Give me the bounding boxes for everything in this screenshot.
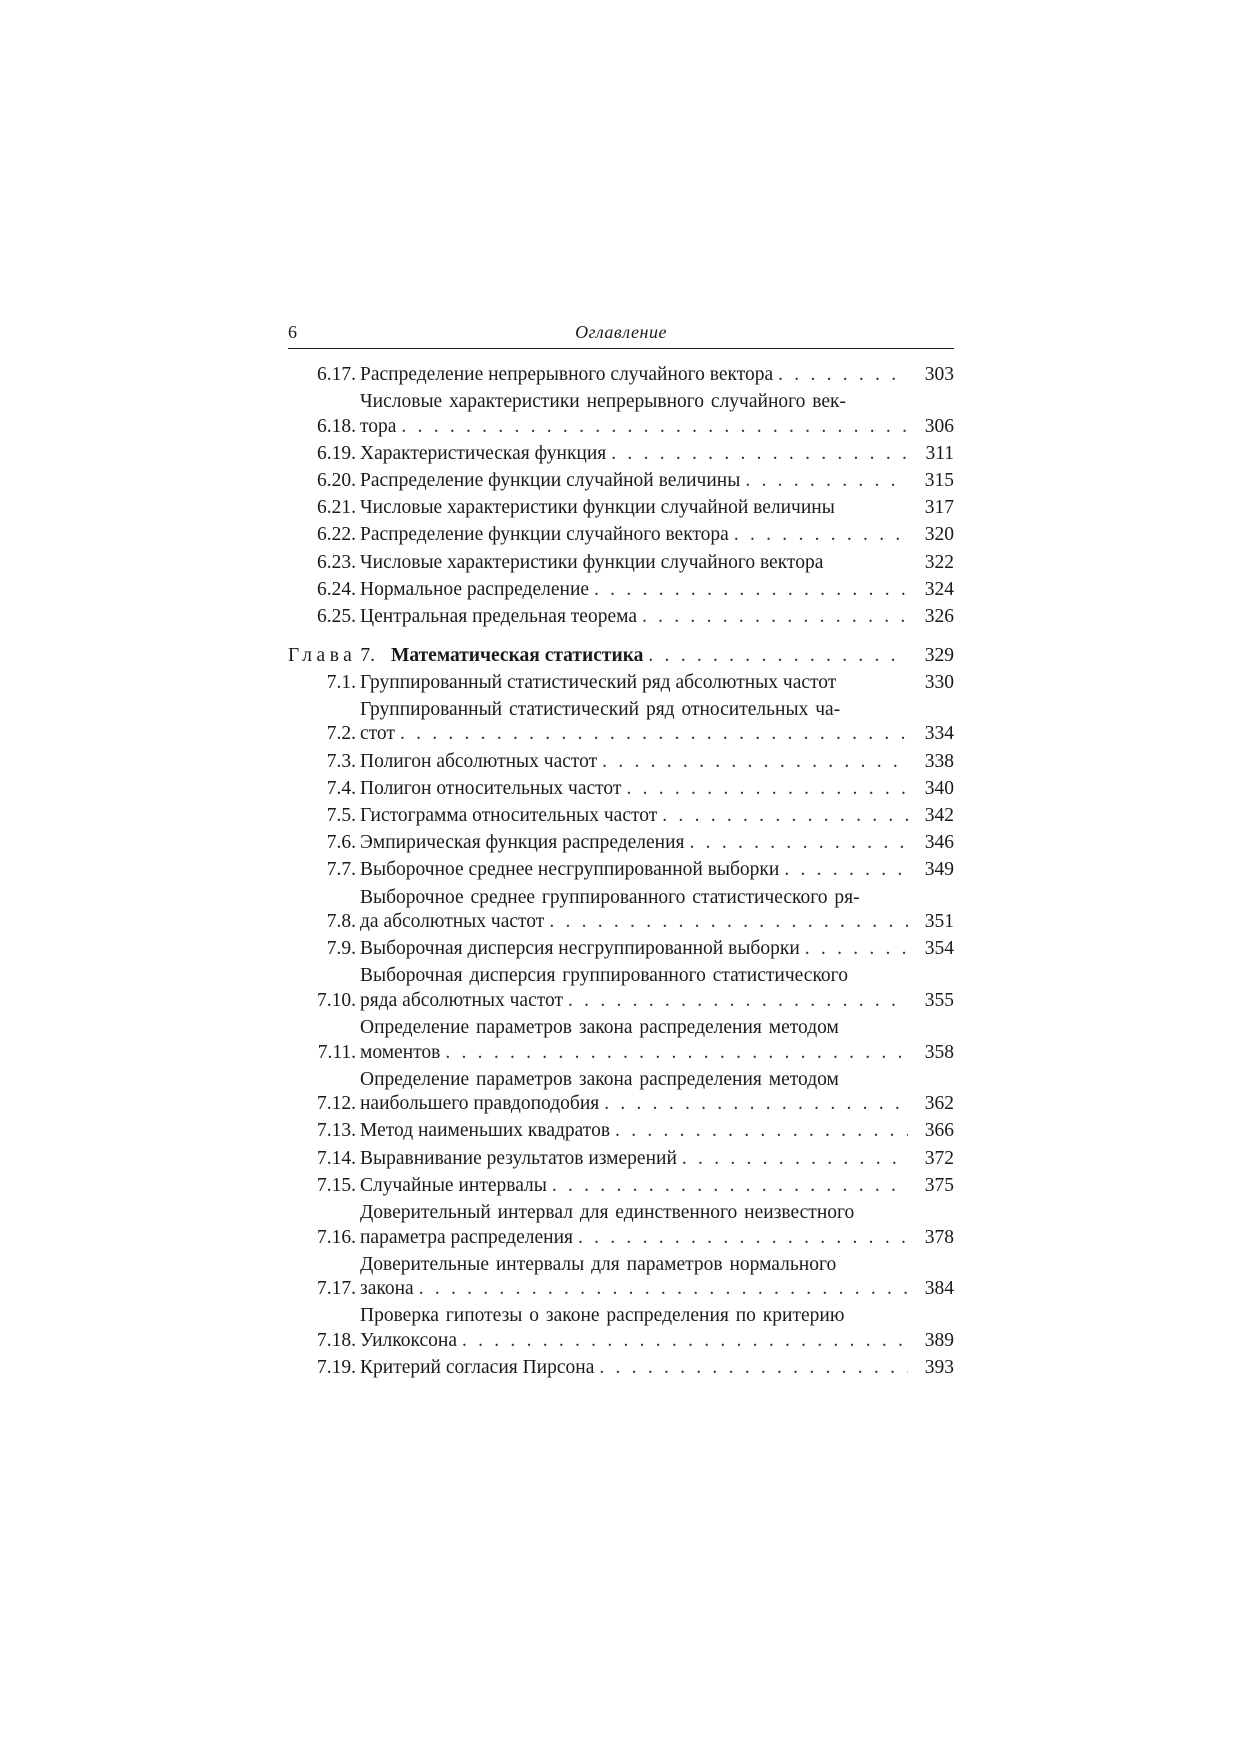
toc-entry[interactable] [288, 804, 954, 829]
toc-entry[interactable] [288, 1253, 954, 1302]
toc-entry[interactable] [288, 442, 954, 467]
toc-entry[interactable] [288, 363, 954, 388]
entry-title-line-2: стот [360, 723, 395, 745]
dot-leader [773, 363, 908, 388]
entry-page-number: 378 [924, 1226, 954, 1248]
entry-number: 6.17. [317, 364, 356, 385]
dot-leader [685, 831, 908, 856]
entry-body [360, 496, 954, 521]
entry-title: Числовые характеристики функции случайной величины [360, 497, 835, 519]
entry-page-number: 349 [924, 859, 954, 881]
entry-body [360, 750, 954, 775]
toc-entry[interactable] [288, 1356, 954, 1381]
section-6-list [288, 363, 954, 630]
toc-entry[interactable] [288, 858, 954, 883]
toc-entry[interactable] [288, 1201, 954, 1250]
entry-number: 7.7. [326, 859, 356, 881]
entry-number: 6.20. [317, 470, 356, 492]
dot-leader [621, 777, 908, 802]
entry-number: 6.22. [317, 524, 356, 546]
toc-entry[interactable] [288, 390, 954, 439]
toc-entry[interactable] [288, 1068, 954, 1117]
toc-entry[interactable] [288, 1304, 954, 1353]
dot-leader [729, 523, 908, 548]
dot-leader [637, 605, 908, 630]
entry-title: Гистограмма относительных частот [360, 804, 658, 826]
dot-leader [643, 644, 908, 669]
entry-title-line-2: ряда абсолютных частот [360, 989, 564, 1011]
entry-title: Метод наименьших квадратов [360, 1120, 611, 1142]
toc-entry[interactable] [288, 605, 954, 630]
running-head [288, 318, 954, 349]
dot-leader [414, 1277, 908, 1302]
entry-page-number: 306 [924, 415, 954, 437]
entry-number: 7.15. [317, 1174, 356, 1196]
toc-entry[interactable] [288, 964, 954, 1013]
entry-number: 7.14. [317, 1147, 356, 1169]
toc-entry[interactable] [288, 750, 954, 775]
entry-number: 7.8. [326, 911, 356, 932]
entry-body [360, 1068, 954, 1117]
entry-number: 7.12. [317, 1093, 356, 1115]
entry-title-line-2: параметра распределения [360, 1226, 573, 1248]
entry-title: Нормальное распределение [360, 578, 590, 600]
dot-leader [589, 578, 908, 603]
entry-page-number: 330 [924, 671, 954, 693]
entry-page-number: 315 [924, 470, 954, 492]
entry-title: Выборочная дисперсия несгруппированной выборки [360, 938, 800, 960]
entry-page-number: 322 [924, 551, 954, 573]
entry-title-line-2: тора [360, 415, 397, 437]
entry-page-number: 340 [924, 777, 954, 799]
dot-leader [440, 1041, 908, 1066]
entry-page-number: 311 [925, 442, 954, 464]
entry-number: 7.10. [317, 989, 356, 1011]
entry-title: Эмпирическая функция распределения [360, 832, 685, 854]
chapter-7-heading[interactable] [288, 644, 954, 669]
entry-page-number: 346 [924, 832, 954, 854]
entry-title: Распределение функции случайной величины [360, 470, 741, 492]
toc-entry[interactable] [288, 777, 954, 802]
entry-body [360, 1253, 954, 1302]
entry-title-line-1: Группированный статистический ряд относительных ча- [360, 698, 841, 720]
toc-entry[interactable] [288, 937, 954, 962]
entry-number: 7.1. [326, 671, 356, 693]
entry-title: Распределение непрерывного случайного вектора [360, 364, 774, 385]
entry-body [360, 777, 954, 802]
table-of-contents [288, 363, 954, 1381]
entry-number: 7.16. [317, 1226, 356, 1248]
dot-leader [457, 1329, 908, 1354]
entry-number: 6.18. [317, 415, 356, 437]
entry-number: 7.13. [317, 1120, 356, 1142]
entry-body [360, 1356, 954, 1381]
entry-body [360, 1016, 954, 1065]
entry-title: Числовые характеристики функции случайного вектора [360, 551, 824, 573]
toc-entry[interactable] [288, 523, 954, 548]
entry-number: 7.19. [317, 1357, 356, 1379]
entry-title-line-1: Доверительные интервалы для параметров нормального [360, 1253, 837, 1275]
entry-title: Критерий согласия Пирсона [360, 1357, 595, 1379]
entry-number: 7.6. [326, 832, 356, 854]
chapter-label: Глава [288, 644, 357, 666]
dot-leader [395, 722, 908, 747]
dot-leader [779, 858, 908, 883]
entry-body [360, 804, 954, 829]
entry-number: 6.24. [317, 578, 356, 600]
entry-number: 7.9. [326, 938, 356, 960]
toc-entry[interactable] [288, 671, 954, 696]
dot-leader [677, 1147, 908, 1172]
dot-leader [740, 469, 908, 494]
entry-number: 6.25. [317, 606, 356, 627]
entry-number: 7.17. [317, 1278, 356, 1300]
entry-page-number: 334 [924, 723, 954, 745]
dot-leader [800, 937, 908, 962]
entry-page-number: 338 [924, 750, 954, 772]
toc-entry[interactable] [288, 1119, 954, 1144]
entry-title-line-1: Доверительный интервал для единственного неизвестного [360, 1202, 855, 1223]
chapter-page-number: 329 [924, 644, 954, 666]
entry-body [360, 551, 954, 576]
toc-entry[interactable] [288, 886, 954, 935]
dot-leader [606, 442, 908, 467]
entry-title-line-2: моментов [360, 1041, 441, 1063]
entry-title-line-1: Выборочная дисперсия группированного статистического [360, 965, 848, 987]
entry-title-line-2: Уилкоксона [360, 1329, 457, 1351]
entry-title-line-2: закона [360, 1278, 414, 1300]
dot-leader [396, 415, 908, 440]
entry-body [360, 469, 954, 494]
entry-body [360, 886, 954, 935]
entry-number: 7.4. [326, 777, 356, 799]
entry-title: Выравнивание результатов измерений [360, 1147, 677, 1169]
entry-body [360, 578, 954, 603]
entry-body [360, 390, 954, 439]
entry-page-number: 366 [924, 1120, 954, 1142]
entry-title: Случайные интервалы [360, 1174, 547, 1196]
toc-entry[interactable] [288, 496, 954, 521]
entry-title-line-1: Выборочное среднее группированного статистического ря- [360, 886, 860, 908]
entry-title: Характеристическая функция [360, 442, 607, 464]
entry-body [360, 964, 954, 1013]
entry-body [360, 671, 954, 696]
entry-page-number: 393 [924, 1357, 954, 1379]
toc-entry[interactable] [288, 698, 954, 747]
dot-leader [599, 1092, 908, 1117]
entry-body [360, 937, 954, 962]
entry-page-number: 362 [924, 1093, 954, 1115]
toc-entry[interactable] [288, 578, 954, 603]
toc-entry[interactable] [288, 551, 954, 576]
chapter-title: Математическая статистика [390, 644, 644, 666]
page [288, 318, 954, 1383]
toc-entry[interactable] [288, 1016, 954, 1065]
entry-number: 6.21. [317, 497, 356, 519]
dot-leader [610, 1119, 908, 1144]
dot-leader [594, 1356, 908, 1381]
entry-body [360, 605, 954, 630]
entry-title: Группированный статистический ряд абсолютных частот [360, 671, 837, 693]
entry-title-line-1: Определение параметров закона распределения методом [360, 1068, 839, 1090]
entry-title-line-2: наибольшего правдоподобия [360, 1093, 600, 1115]
entry-number: 6.23. [317, 551, 356, 573]
entry-body [360, 1119, 954, 1144]
entry-page-number: 320 [924, 524, 954, 546]
dot-leader [573, 1226, 908, 1251]
entry-number: 7.2. [326, 723, 356, 745]
entry-number: 7.18. [317, 1329, 356, 1351]
entry-title: Центральная предельная теорема [360, 606, 637, 627]
entry-page-number: 317 [924, 497, 954, 519]
entry-title: Полигон абсолютных частот [360, 750, 598, 772]
entry-title-line-1: Проверка гипотезы о законе распределения по критерию [360, 1305, 845, 1327]
entry-title: Выборочное среднее несгруппированной выборки [360, 859, 780, 881]
entry-title-line-1: Определение параметров закона распределения методом [360, 1017, 839, 1039]
entry-body [360, 1304, 954, 1353]
entry-body [360, 1201, 954, 1250]
dot-leader [547, 1174, 908, 1199]
entry-body [360, 523, 954, 548]
entry-page-number: 351 [924, 911, 954, 932]
entry-body [360, 1174, 954, 1199]
chapter-number: 7. [360, 644, 375, 666]
dot-leader [544, 910, 908, 935]
entry-body [360, 698, 954, 747]
entry-page-number: 355 [924, 989, 954, 1011]
entry-page-number: 358 [924, 1041, 954, 1063]
toc-entry[interactable] [288, 1174, 954, 1199]
entry-page-number: 324 [924, 578, 954, 600]
entry-page-number: 342 [924, 804, 954, 826]
section-7-list [288, 671, 954, 1381]
entry-page-number: 375 [924, 1174, 954, 1196]
entry-title: Полигон относительных частот [360, 777, 622, 799]
entry-number: 7.3. [326, 750, 356, 772]
entry-number: 7.11. [317, 1041, 356, 1063]
entry-body [360, 442, 954, 467]
entry-page-number: 389 [924, 1329, 954, 1351]
entry-page-number: 384 [924, 1278, 954, 1300]
entry-number: 7.5. [326, 804, 356, 826]
entry-title-line-2: да абсолютных частот [360, 911, 545, 932]
toc-entry[interactable] [288, 469, 954, 494]
entry-page-number: 372 [924, 1147, 954, 1169]
dot-leader [657, 804, 908, 829]
entry-body [360, 831, 954, 856]
entry-page-number: 326 [924, 606, 954, 627]
page-title: Оглавление [575, 322, 667, 342]
dot-leader [597, 750, 908, 775]
entry-body [360, 1147, 954, 1172]
toc-entry[interactable] [288, 1147, 954, 1172]
entry-page-number: 303 [924, 364, 954, 385]
entry-title: Распределение функции случайного вектора [360, 524, 729, 546]
entry-page-number: 354 [924, 938, 954, 960]
toc-entry[interactable] [288, 831, 954, 856]
entry-number: 6.19. [317, 442, 356, 464]
dot-leader [563, 989, 908, 1014]
page-number: 6 [288, 322, 297, 342]
entry-title-line-1: Числовые характеристики непрерывного случайного век- [360, 391, 846, 413]
entry-body [360, 363, 954, 388]
entry-body [360, 858, 954, 883]
